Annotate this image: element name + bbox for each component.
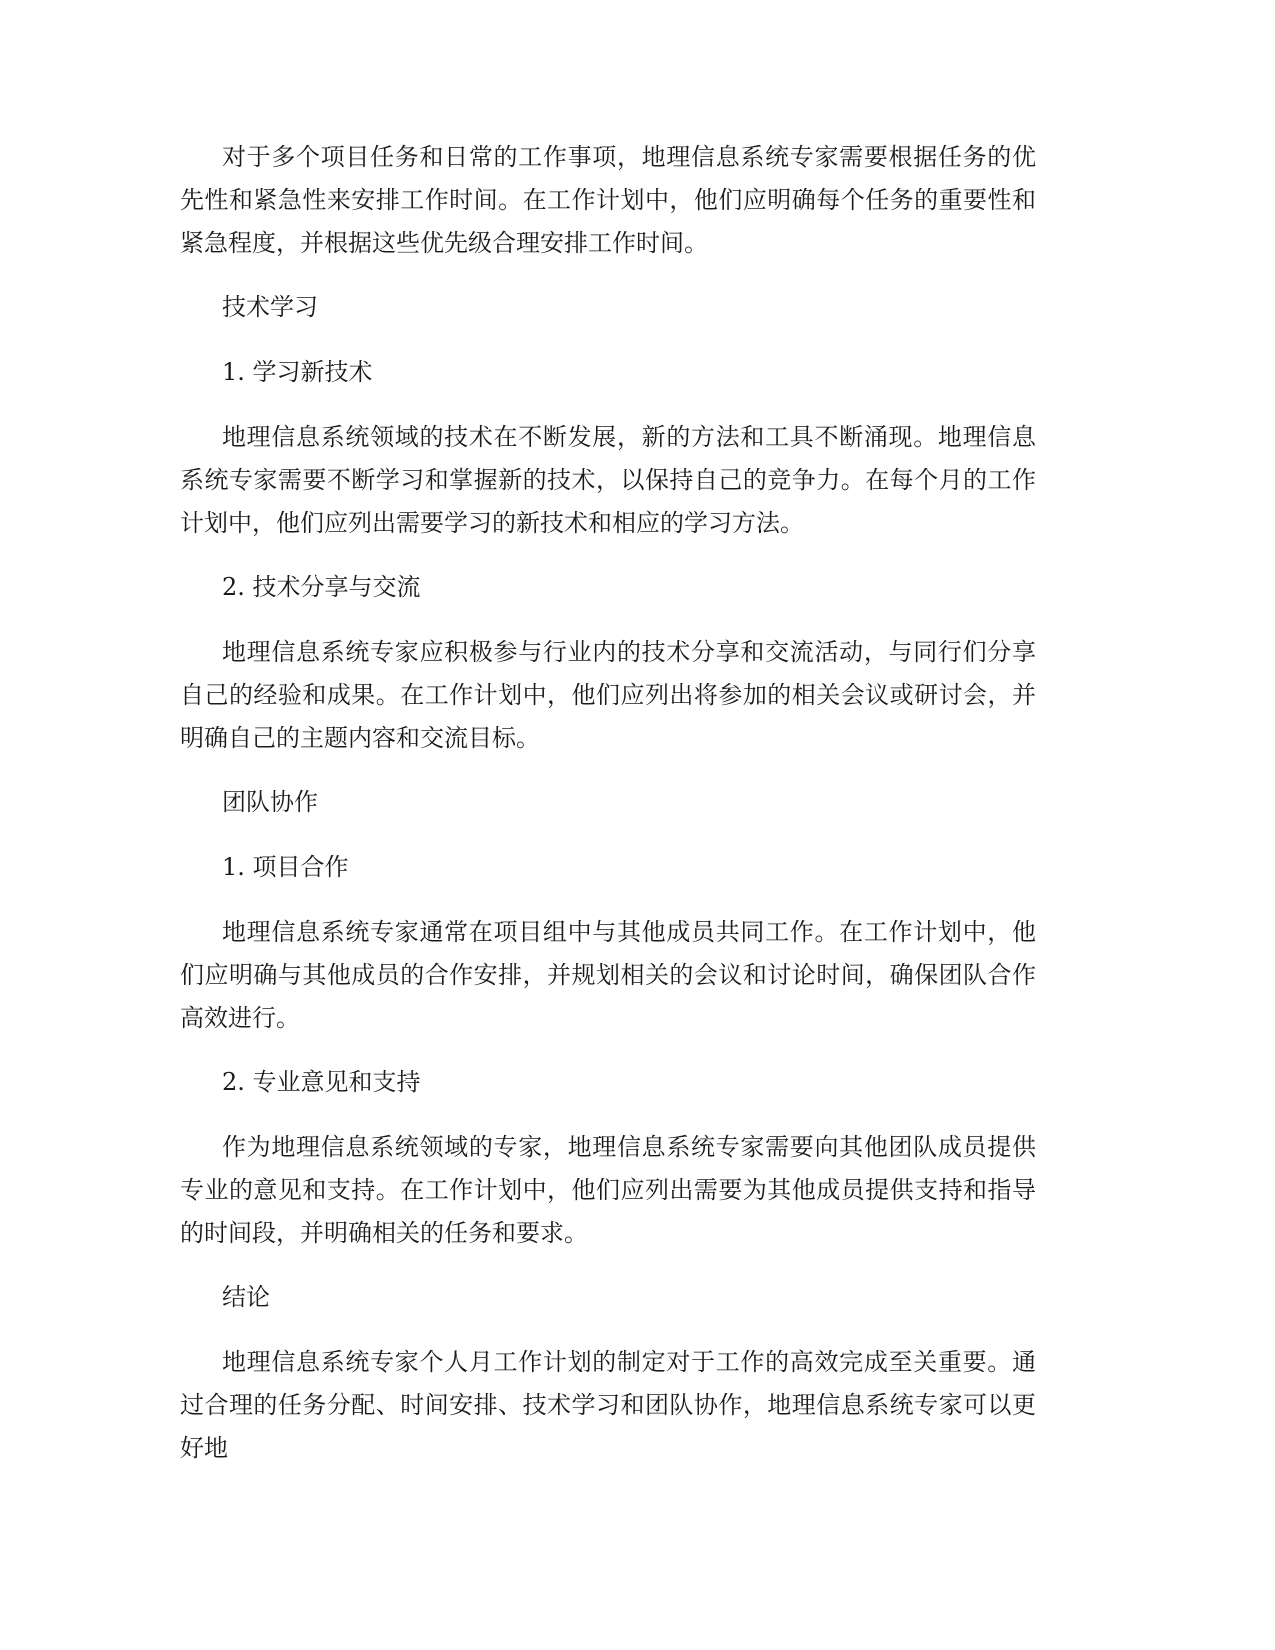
paragraph-professional-support: 作为地理信息系统领域的专家，地理信息系统专家需要向其他团队成员提供专业的意见和支持。在工作计划中，他们应列出需要为其他成员提供支持和指导的时间段，并明确相关的任务和要求。 xyxy=(180,1133,1036,1247)
subheading-professional-support: 2. 专业意见和支持 xyxy=(222,1068,421,1096)
paragraph-priority-scheduling: 对于多个项目任务和日常的工作事项，地理信息系统专家需要根据任务的优先性和紧急性来安排工作时间。在工作计划中，他们应明确每个任务的重要性和紧急程度，并根据这些优先级合理安排工作时间。 xyxy=(180,143,1036,257)
paragraph-tech-sharing: 地理信息系统专家应积极参与行业内的技术分享和交流活动，与同行们分享自己的经验和成果。在工作计划中，他们应列出将参加的相关会议或研讨会，并明确自己的主题内容和交流目标。 xyxy=(180,638,1036,752)
subheading-learn-new-tech: 1. 学习新技术 xyxy=(222,358,373,386)
subheading-project-cooperation: 1. 项目合作 xyxy=(222,853,349,881)
section-heading-conclusion: 结论 xyxy=(222,1283,270,1311)
document-page xyxy=(180,136,1036,1491)
section-heading-teamwork: 团队协作 xyxy=(222,788,318,816)
paragraph-learn-new-tech: 地理信息系统领域的技术在不断发展，新的方法和工具不断涌现。地理信息系统专家需要不断学习和掌握新的技术，以保持自己的竞争力。在每个月的工作计划中，他们应列出需要学习的新技术和相应的学习方法。 xyxy=(180,423,1036,537)
subheading-tech-sharing: 2. 技术分享与交流 xyxy=(222,573,421,601)
paragraph-project-cooperation: 地理信息系统专家通常在项目组中与其他成员共同工作。在工作计划中，他们应明确与其他成员的合作安排，并规划相关的会议和讨论时间，确保团队合作高效进行。 xyxy=(180,918,1036,1032)
paragraph-conclusion: 地理信息系统专家个人月工作计划的制定对于工作的高效完成至关重要。通过合理的任务分配、时间安排、技术学习和团队协作，地理信息系统专家可以更好地 xyxy=(180,1348,1036,1462)
section-heading-tech-learning: 技术学习 xyxy=(222,293,318,321)
